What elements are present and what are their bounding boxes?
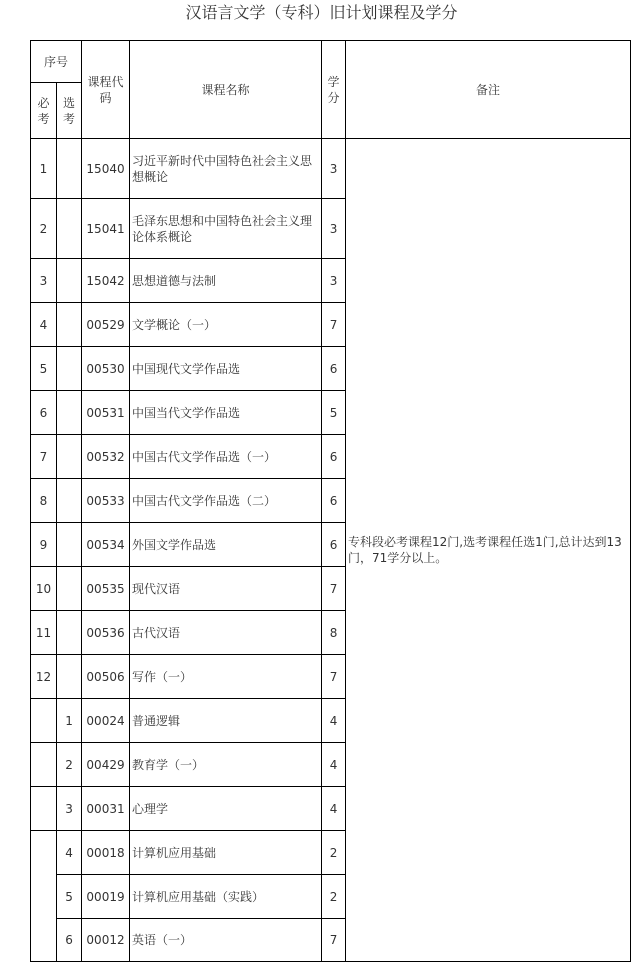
course-code: 00533 [82,479,130,523]
course-name: 古代汉语 [130,611,322,655]
course-credit: 8 [322,611,346,655]
course-name: 英语（一） [130,919,322,962]
course-credit: 6 [322,479,346,523]
course-name: 中国古代文学作品选（一） [130,435,322,479]
course-name: 习近平新时代中国特色社会主义思想概论 [130,139,322,199]
course-credit: 7 [322,567,346,611]
course-code: 00024 [82,699,130,743]
course-name: 计算机应用基础 [130,831,322,875]
elective-no [57,347,82,391]
elective-no: 5 [57,875,82,919]
course-code: 00019 [82,875,130,919]
remark-cell: 专科段必考课程12门,选考课程任选1门,总计达到13门，71学分以上。 [346,139,631,962]
elective-no [57,139,82,199]
course-credit: 7 [322,655,346,699]
course-code: 15041 [82,199,130,259]
course-code: 00530 [82,347,130,391]
course-credit: 7 [322,919,346,962]
elective-no [57,199,82,259]
elective-no: 3 [57,787,82,831]
course-name: 普通逻辑 [130,699,322,743]
elective-no: 6 [57,919,82,962]
course-credit: 4 [322,787,346,831]
course-credit: 2 [322,875,346,919]
course-credit: 6 [322,347,346,391]
required-no [31,787,57,831]
course-credit: 3 [322,199,346,259]
header-seq: 序号 [31,41,82,83]
required-no: 4 [31,303,57,347]
course-credit: 4 [322,699,346,743]
course-credit: 3 [322,259,346,303]
course-name: 毛泽东思想和中国特色社会主义理论体系概论 [130,199,322,259]
required-no: 2 [31,199,57,259]
table-row [31,139,631,199]
course-name: 思想道德与法制 [130,259,322,303]
header-required: 必 考 [31,83,57,139]
required-no [31,831,57,962]
course-code: 00506 [82,655,130,699]
required-no: 11 [31,611,57,655]
required-no [31,743,57,787]
course-code: 00535 [82,567,130,611]
course-code: 00529 [82,303,130,347]
elective-no: 2 [57,743,82,787]
required-no: 3 [31,259,57,303]
course-credit: 5 [322,391,346,435]
header-credit: 学 分 [322,41,346,139]
required-no: 7 [31,435,57,479]
course-code: 00429 [82,743,130,787]
course-credit: 6 [322,435,346,479]
course-name: 计算机应用基础（实践） [130,875,322,919]
course-credit: 2 [322,831,346,875]
elective-no [57,259,82,303]
course-code: 00031 [82,787,130,831]
course-name: 写作（一） [130,655,322,699]
header-elective: 选 考 [57,83,82,139]
course-code: 00536 [82,611,130,655]
course-name: 心理学 [130,787,322,831]
elective-no [57,479,82,523]
course-code: 00534 [82,523,130,567]
page-title: 汉语言文学（专科）旧计划课程及学分 [185,3,458,22]
required-no: 9 [31,523,57,567]
course-code: 15042 [82,259,130,303]
course-credit: 3 [322,139,346,199]
elective-no [57,523,82,567]
course-credit: 6 [322,523,346,567]
required-no: 5 [31,347,57,391]
elective-no [57,611,82,655]
course-name: 外国文学作品选 [130,523,322,567]
elective-no [57,391,82,435]
required-no: 10 [31,567,57,611]
course-code: 00012 [82,919,130,962]
course-name: 文学概论（一） [130,303,322,347]
header-name: 课程名称 [130,41,322,139]
required-no: 8 [31,479,57,523]
header-row-top [31,41,631,83]
course-credit: 4 [322,743,346,787]
course-name: 教育学（一） [130,743,322,787]
required-no: 12 [31,655,57,699]
course-name: 中国古代文学作品选（二） [130,479,322,523]
required-no: 6 [31,391,57,435]
course-table [30,40,631,962]
course-code: 00018 [82,831,130,875]
header-code: 课程代码 [82,41,130,139]
header-remark: 备注 [346,41,631,139]
elective-no [57,655,82,699]
elective-no [57,435,82,479]
course-credit: 7 [322,303,346,347]
course-code: 15040 [82,139,130,199]
elective-no: 4 [57,831,82,875]
course-name: 中国当代文学作品选 [130,391,322,435]
course-name: 现代汉语 [130,567,322,611]
elective-no: 1 [57,699,82,743]
elective-no [57,303,82,347]
required-no [31,699,57,743]
course-code: 00531 [82,391,130,435]
elective-no [57,567,82,611]
required-no: 1 [31,139,57,199]
course-code: 00532 [82,435,130,479]
course-name: 中国现代文学作品选 [130,347,322,391]
